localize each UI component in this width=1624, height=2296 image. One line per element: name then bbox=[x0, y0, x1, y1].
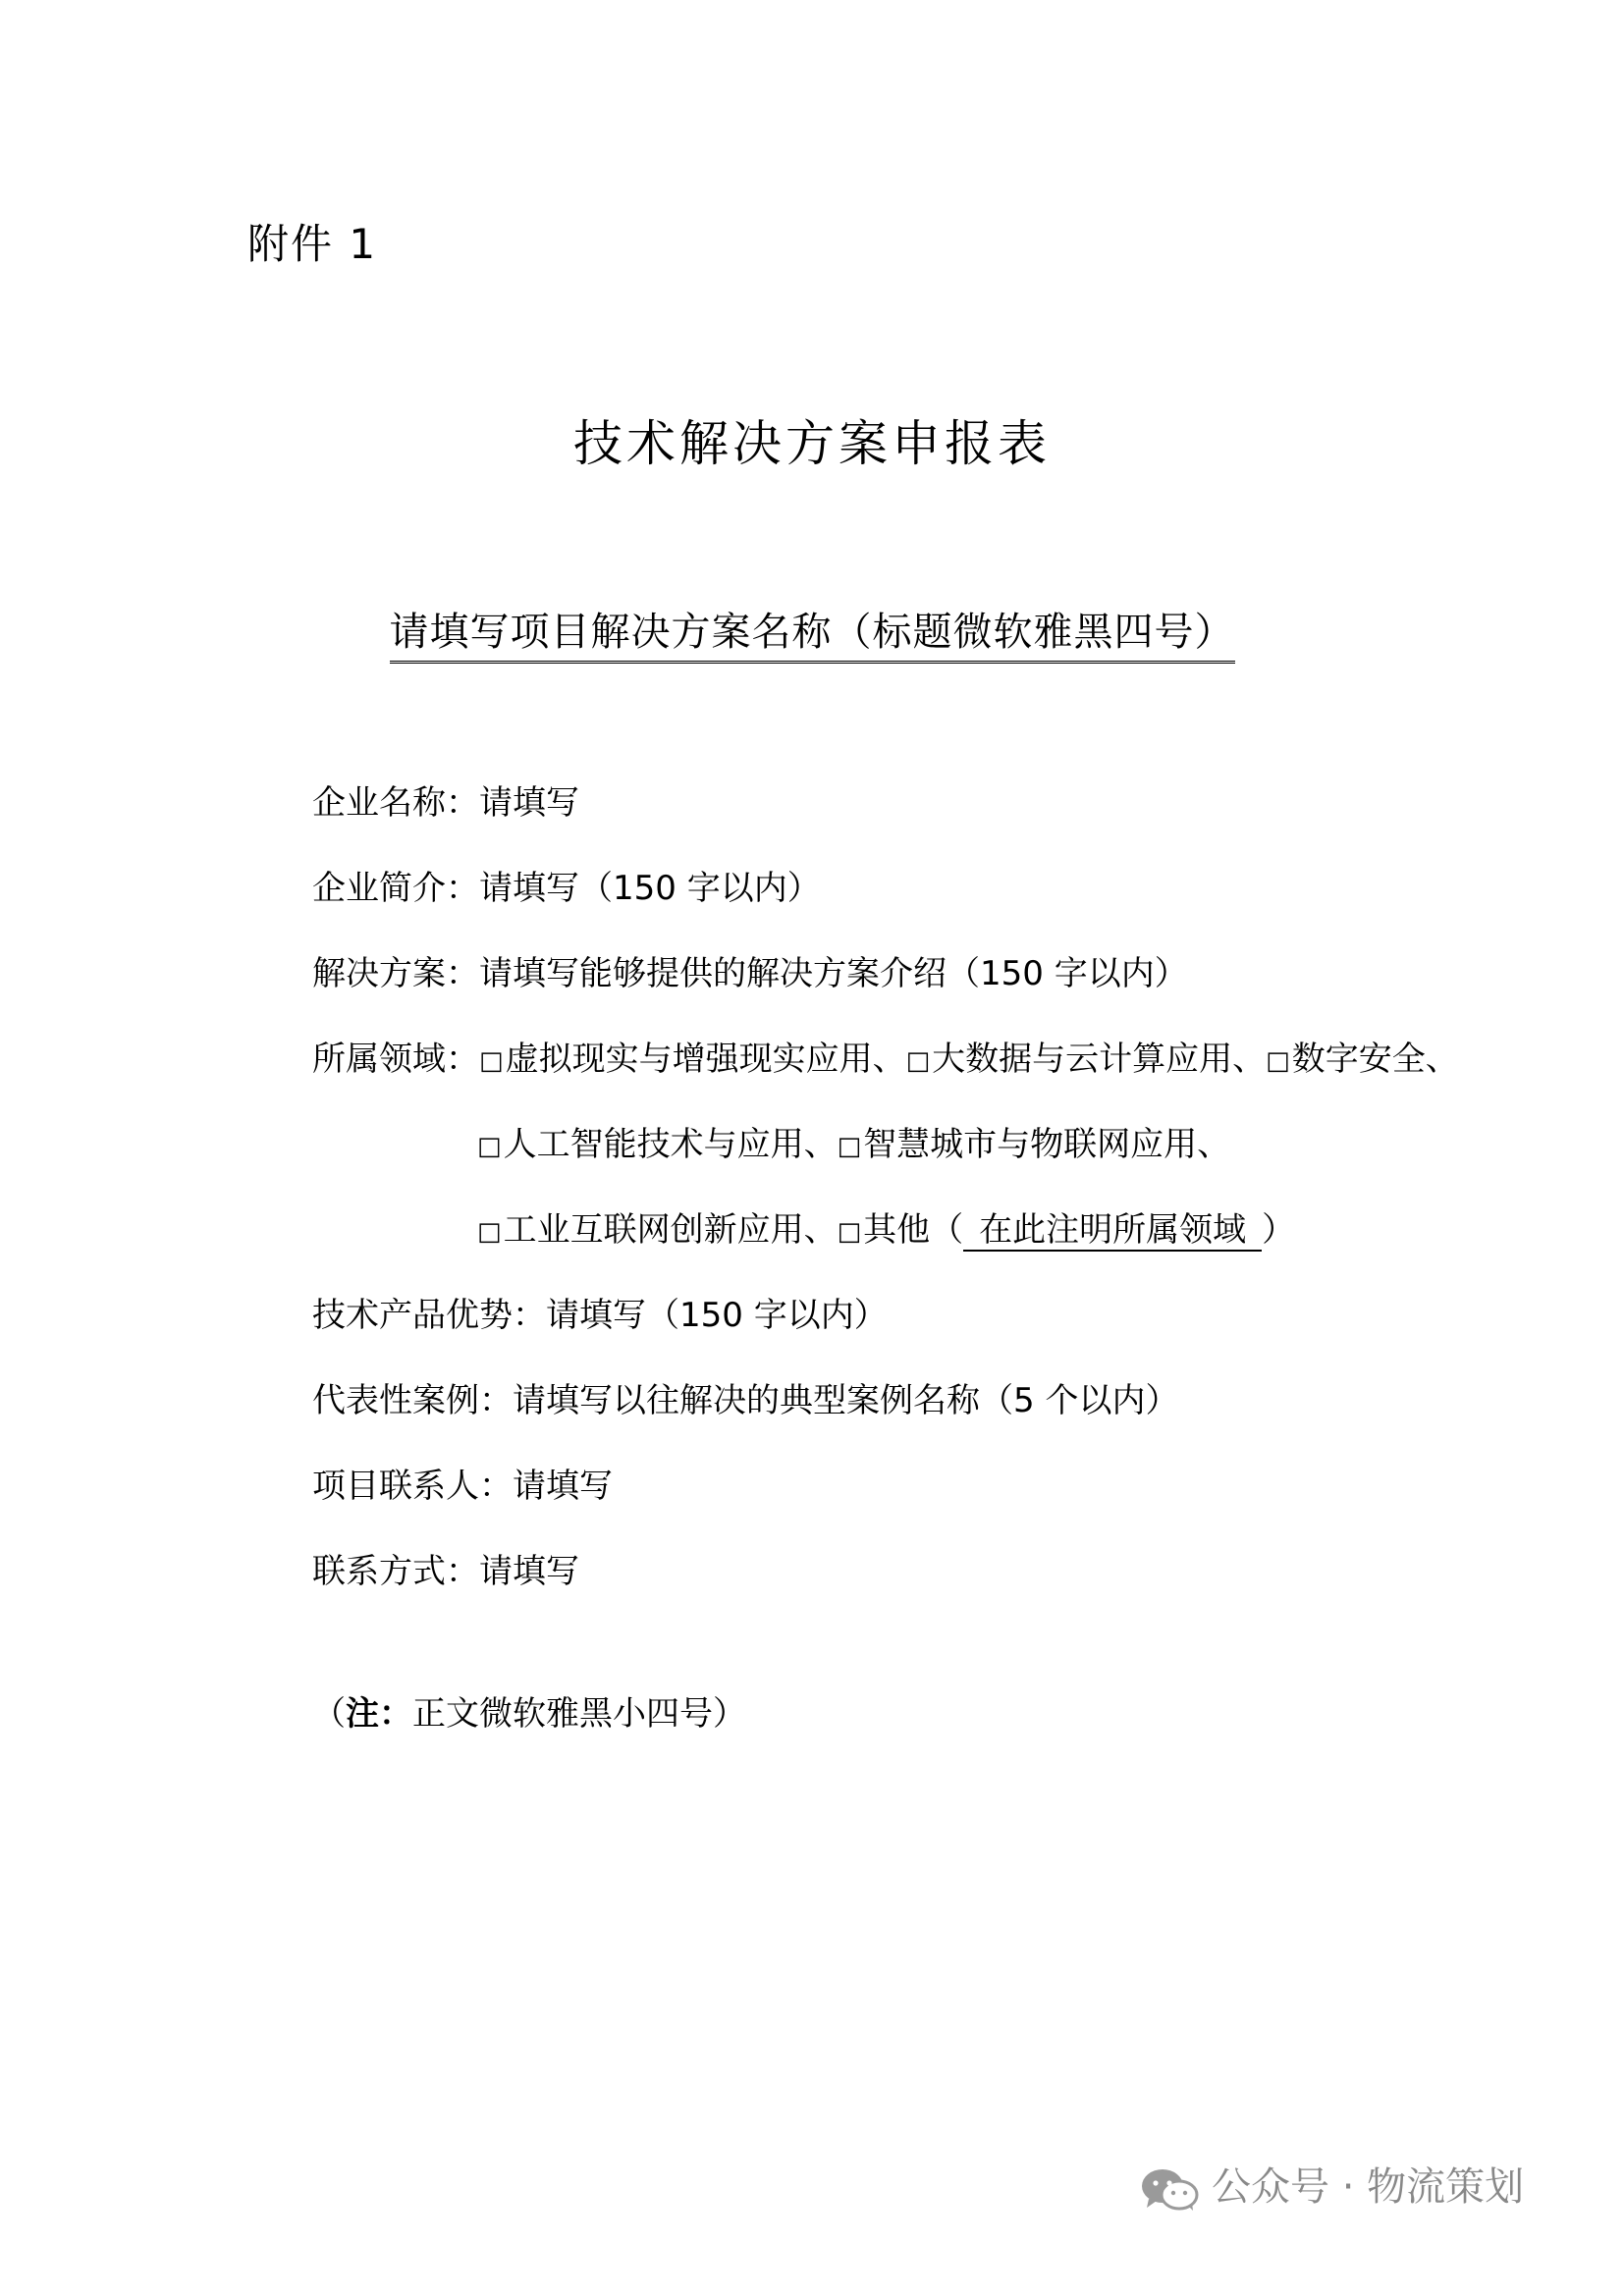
option-other: 其他（ bbox=[863, 1210, 964, 1250]
solution-row bbox=[312, 946, 1188, 994]
company-name-value: 请填写 bbox=[479, 783, 579, 823]
solution-value: 请填写能够提供的解决方案介绍（150 字以内） bbox=[479, 954, 1188, 993]
contact-method-value: 请填写 bbox=[479, 1552, 579, 1591]
other-close-paren: ） bbox=[1262, 1210, 1296, 1250]
company-intro-row bbox=[312, 861, 821, 909]
cases-row bbox=[312, 1373, 1178, 1421]
domain-row-3 bbox=[477, 1202, 1295, 1252]
contact-person-value: 请填写 bbox=[513, 1467, 613, 1506]
checkbox-industrial-internet[interactable]: □ bbox=[477, 1216, 502, 1247]
checkbox-bigdata-cloud[interactable]: □ bbox=[905, 1045, 931, 1076]
cases-label: 代表性案例： bbox=[312, 1381, 513, 1420]
subtitle-container bbox=[0, 601, 1624, 664]
company-intro-label: 企业简介： bbox=[312, 869, 479, 908]
contact-person-row bbox=[312, 1459, 613, 1507]
checkbox-other[interactable]: □ bbox=[837, 1216, 862, 1247]
advantages-value: 请填写（150 字以内） bbox=[546, 1296, 888, 1335]
checkbox-ai[interactable]: □ bbox=[477, 1131, 502, 1161]
note bbox=[312, 1686, 746, 1735]
option-smart-city-iot: 智慧城市与物联网应用、 bbox=[863, 1125, 1231, 1164]
note-bold-label: 注： bbox=[346, 1694, 412, 1734]
company-name-row bbox=[312, 775, 579, 824]
option-vr-ar: 虚拟现实与增强现实应用、 bbox=[505, 1040, 906, 1079]
contact-method-label: 联系方式： bbox=[312, 1552, 479, 1591]
checkbox-vr-ar[interactable]: □ bbox=[479, 1045, 504, 1076]
watermark-text: 公众号 · 物流策划 bbox=[1212, 2164, 1525, 2210]
advantages-row bbox=[312, 1288, 888, 1336]
domain-row-1 bbox=[312, 1032, 1459, 1080]
checkbox-smart-city-iot[interactable]: □ bbox=[837, 1131, 862, 1161]
attachment-label: 附件 1 bbox=[247, 220, 378, 268]
cases-value: 请填写以往解决的典型案例名称（5 个以内） bbox=[513, 1381, 1179, 1420]
page-title: 技术解决方案申报表 bbox=[573, 415, 1051, 472]
option-industrial-internet: 工业互联网创新应用、 bbox=[503, 1210, 838, 1250]
checkbox-digital-security[interactable]: □ bbox=[1266, 1045, 1290, 1076]
advantages-label: 技术产品优势： bbox=[312, 1296, 546, 1335]
option-digital-security: 数字安全、 bbox=[1291, 1040, 1459, 1079]
option-ai: 人工智能技术与应用、 bbox=[503, 1125, 838, 1164]
contact-method-row bbox=[312, 1544, 579, 1592]
wechat-icon bbox=[1139, 2166, 1200, 2212]
note-text: 正文微软雅黑小四号） bbox=[412, 1694, 746, 1734]
solution-name-subtitle: 请填写项目解决方案名称（标题微软雅黑四号） bbox=[390, 601, 1235, 664]
solution-label: 解决方案： bbox=[312, 954, 479, 993]
watermark bbox=[1139, 2156, 1524, 2212]
note-open-paren: （ bbox=[312, 1694, 346, 1734]
company-name-label: 企业名称： bbox=[312, 783, 479, 823]
domain-label: 所属领域： bbox=[312, 1040, 479, 1079]
domain-row-2 bbox=[477, 1117, 1230, 1165]
company-intro-value: 请填写（150 字以内） bbox=[479, 869, 821, 908]
option-bigdata-cloud: 大数据与云计算应用、 bbox=[932, 1040, 1267, 1079]
contact-person-label: 项目联系人： bbox=[312, 1467, 513, 1506]
other-domain-field[interactable]: 在此注明所属领域 bbox=[963, 1211, 1262, 1252]
